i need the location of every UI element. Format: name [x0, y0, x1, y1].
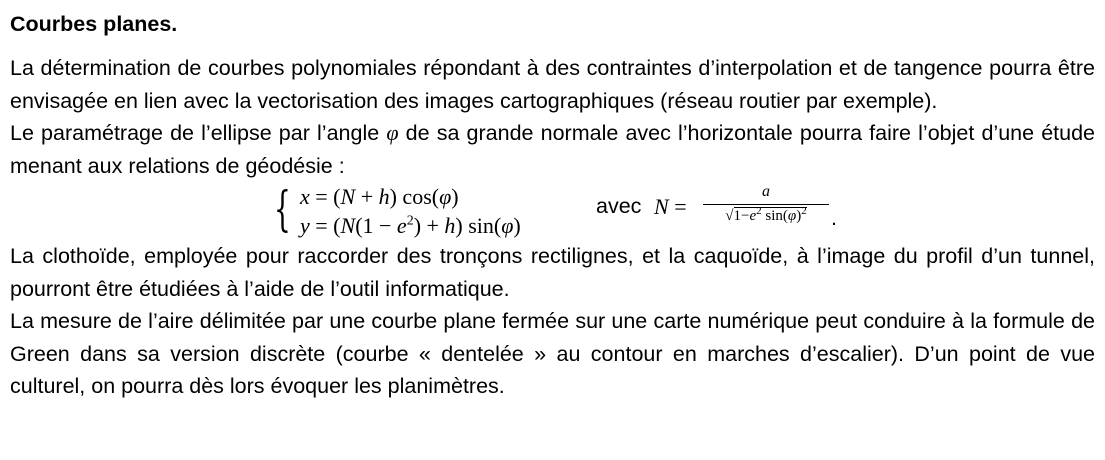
- formula-line-x: x = (N + h) cos(φ): [300, 184, 459, 209]
- paragraph-green: La mesure de l’aire délimitée par une courbe plane fermée sur une carte numérique peut conduire à la formule de Green dans sa version discrète (courbe « dentelée » au contour en marches d’escalier). D’un point de vue culturel, on pourra dès lors évoquer les planimètres.: [10, 309, 1095, 398]
- section-title: Courbes planes.: [10, 12, 178, 36]
- paragraph-clothoide: La clothoïde, employée pour raccorder des tronçons rectilignes, et la caquoïde, à l’image du profil d’un tunnel, pourront être étudiées à l’aide de l’outil informatique.: [10, 244, 1095, 301]
- n-definition-lhs: N =: [654, 194, 687, 219]
- formula-line-y: $y = (N(1 - e^2) + h)$ sin(φ): [300, 213, 521, 238]
- n-fraction: [702, 182, 830, 227]
- fraction-numerator: a: [762, 183, 770, 200]
- avec-word: avec: [596, 194, 642, 218]
- phi-symbol: φ: [386, 120, 399, 145]
- paragraph-ellipse-start: Le paramétrage de l’ellipse par l’angle: [10, 121, 387, 145]
- document-page: [10, 8, 1095, 403]
- geodesy-formula: [10, 182, 1095, 240]
- paragraph-ellipse: [10, 117, 1095, 182]
- paragraph-ellipse-end: de sa grande normale avec l’horizontale pourra faire l’objet d’une étude menant aux relations de géodésie :: [10, 121, 1096, 178]
- system-brace: {: [274, 181, 291, 237]
- fraction-denominator: $√1-e^2$ $\sin(\varphi)^2$: [725, 205, 807, 224]
- formula-period: .: [831, 206, 837, 230]
- paragraph-interpolation: La détermination de courbes polynomiales répondant à des contraintes d’interpolation et de tangence pourra être envisagée en lien avec la vectorisation des images cartographiques (réseau routier par exemple).: [10, 56, 1095, 113]
